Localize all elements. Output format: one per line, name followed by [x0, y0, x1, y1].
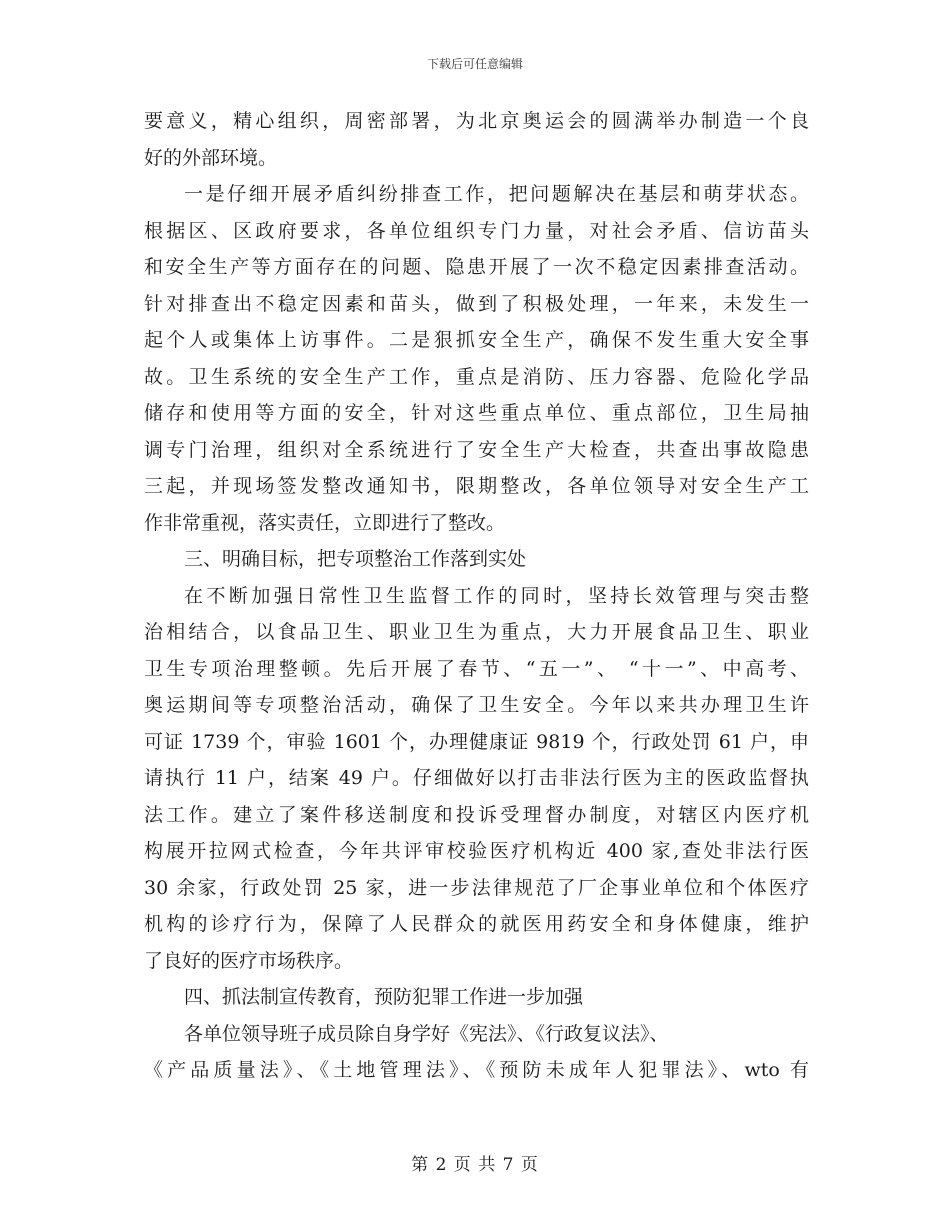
- text-line: 故。卫生系统的安全生产工作，重点是消防、压力容器、危险化学品: [144, 365, 809, 388]
- document-body: [144, 103, 809, 1089]
- text-line: 30 余家，行政处罚 25 家，进一步法律规范了厂企事业单位和个体医疗: [144, 876, 809, 899]
- text-line: 储存和使用等方面的安全，针对这些重点单位、重点部位，卫生局抽: [144, 402, 809, 424]
- text-line: 机构的诊疗行为，保障了人民群众的就医用药安全和身体健康，维护: [144, 913, 809, 935]
- page-header: 下载后可任意编辑: [426, 57, 523, 71]
- text-line: 在不断加强日常性卫生监督工作的同时，坚持长效管理与突击整: [184, 584, 809, 607]
- text-line: 奥运期间等专项整治活动，确保了卫生安全。今年以来共办理卫生许: [144, 694, 809, 716]
- text-line: 针对排查出不稳定因素和苗头，做到了积极处理，一年来，未发生一: [144, 292, 809, 315]
- text-line: 了良好的医疗市场秩序。: [144, 949, 354, 972]
- section-heading: 四、抓法制宣传教育，预防犯罪工作进一步加强: [184, 986, 584, 1008]
- text-line: 法工作。建立了案件移送制度和投诉受理督办制度，对辖区内医疗机: [144, 803, 809, 826]
- text-line: 可证 1739 个，审验 1601 个，办理健康证 9819 个，行政处罚 61 户，申: [144, 730, 809, 753]
- text-line: 调专门治理，组织对全系统进行了安全生产大检查，共查出事故隐患: [144, 438, 809, 461]
- text-line: 三起，并现场签发整改通知书，限期整改，各单位领导对安全生产工: [144, 475, 809, 497]
- text-line: 起个人或集体上访事件。二是狠抓安全生产，确保不发生重大安全事: [144, 329, 809, 351]
- text-line: 治相结合，以食品卫生、职业卫生为重点，大力开展食品卫生、职业: [144, 621, 809, 643]
- text-line: 好的外部环境。: [144, 146, 278, 169]
- text-line: 和安全生产等方面存在的问题、隐患开展了一次不稳定因素排查活动。: [144, 256, 809, 278]
- text-line: 要意义，精心组织，周密部署，为北京奥运会的圆满举办制造一个良: [144, 110, 809, 132]
- text-line: 构展开拉网式检查，今年共评审校验医疗机构近 400 家,查处非法行医: [144, 840, 809, 862]
- text-line: 请执行 11 户，结案 49 户。仔细做好以打击非法行医为主的医政监督执: [144, 767, 809, 789]
- text-line: 作非常重视，落实责任，立即进行了整改。: [144, 511, 506, 534]
- text-line: 根据区、区政府要求，各单位组织专门力量，对社会矛盾、信访苗头: [144, 219, 809, 242]
- page-footer: 第 2 页 共 7 页: [411, 1155, 539, 1175]
- text-line: 一是仔细开展矛盾纠纷排查工作，把问题解决在基层和萌芽状态。: [184, 183, 809, 205]
- section-heading: 三、明确目标，把专项整治工作落到实处: [184, 548, 527, 570]
- text-line: 《产品质量法》、《土地管理法》、《预防未成年人犯罪法》、wto 有: [144, 1059, 809, 1081]
- text-line: 卫生专项治理整顿。先后开展了春节、“五一”、 “十一”、中高考、: [144, 657, 809, 680]
- text-line: 各单位领导班子成员除自身学好《宪法》、《行政复议法》、: [184, 1022, 669, 1045]
